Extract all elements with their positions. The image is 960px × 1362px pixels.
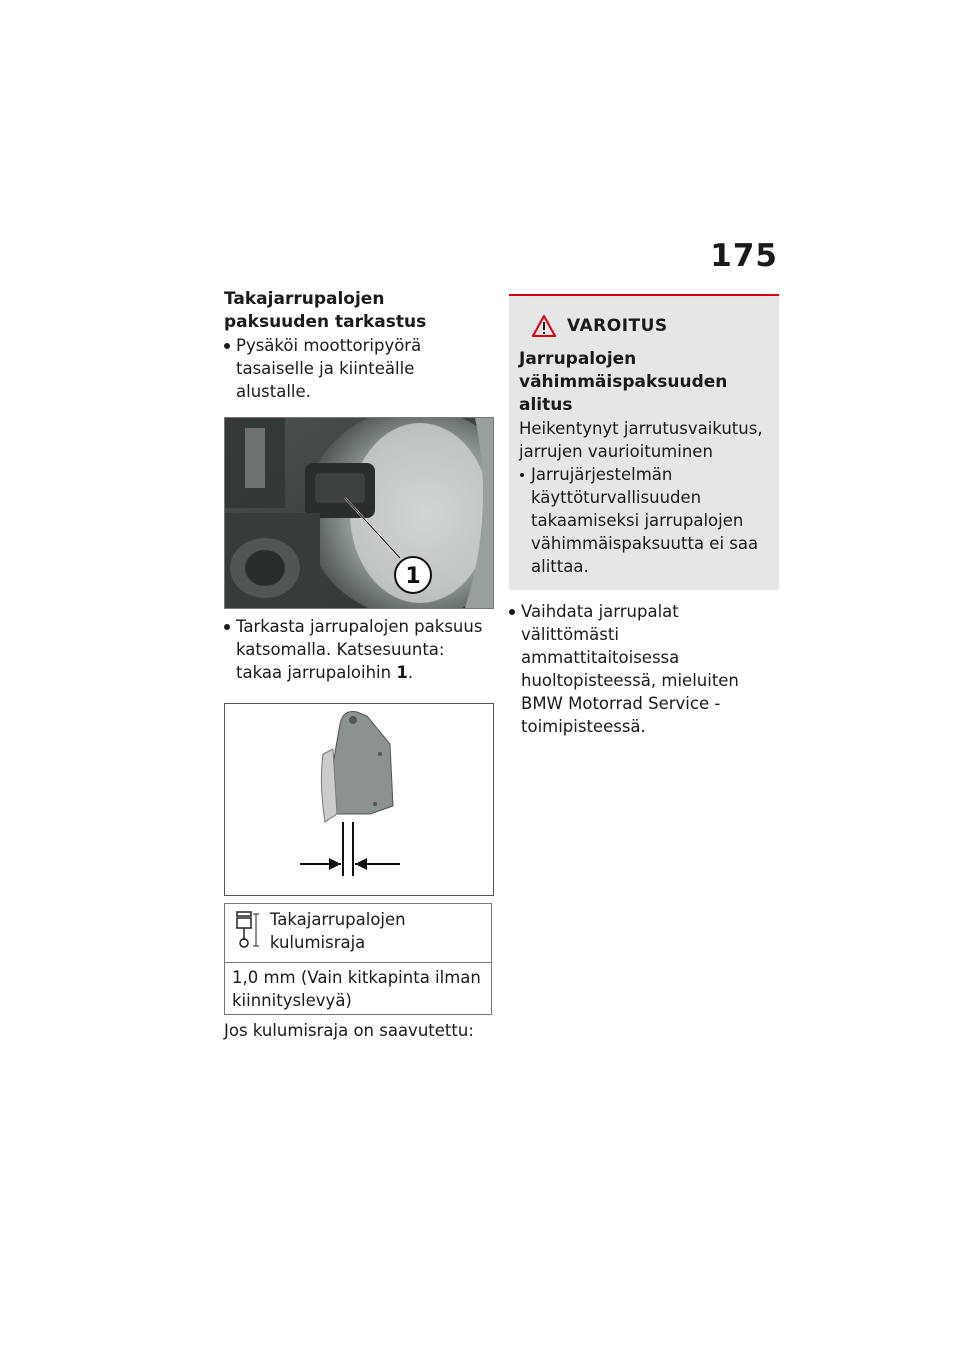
bullet-icon [224, 624, 230, 630]
bullet-icon [224, 343, 230, 349]
bullet-icon [520, 473, 524, 477]
step-replace: Vaihdata jarrupalat välittömästi ammattitaitoisessa huoltopisteessä, mieluiten BMW Motorrad Service -toimipisteessä. [509, 600, 779, 738]
if-limit-reached: Jos kulumisraja on saavutettu: [224, 1021, 474, 1040]
page-number: 175 [710, 238, 778, 274]
brake-caliper-photo [224, 417, 494, 609]
left-column [224, 288, 494, 1042]
wear-limit-header [225, 904, 491, 963]
warning-triangle-icon [531, 314, 557, 338]
section-heading: Takajarrupalojen paksuuden tarkastus [224, 289, 427, 332]
warning-consequence: Heikentynyt jarrutusvaikutus, jarrujen vaurioituminen [519, 419, 763, 461]
step-check: Tarkasta jarrupalojen paksuus katsomalla. Katsesuunta: takaa jarrupaloihin 1. [224, 615, 494, 684]
wear-limit-icon [225, 904, 270, 962]
step-park: Pysäköi moottoripyörä tasaiselle ja kiinteälle alustalle. [224, 334, 494, 403]
bullet-icon [509, 609, 515, 615]
photo-callout-number: 1 [405, 564, 421, 589]
right-column [509, 294, 779, 738]
warning-box [509, 294, 779, 590]
brake-pad-illustration [225, 704, 493, 895]
warning-title-row [519, 314, 769, 338]
wear-limit-title: Takajarrupalojen kulumisraja [269, 910, 406, 952]
caliper-photo-illustration [225, 418, 493, 608]
brake-pad-drawing [224, 703, 494, 896]
wear-limit-value: 1,0 mm (Vain kitkapinta ilman kiinnityslevyä) [232, 968, 481, 1010]
step-check-ref: 1 [396, 663, 408, 682]
warning-bullet: Jarrujärjestelmän käyttöturvallisuuden takaamiseksi jarrupalojen vähimmäispaksuutta ei saa alittaa. [519, 463, 769, 578]
wear-limit-table [224, 903, 492, 1015]
warning-heading: Jarrupalojen vähimmäispaksuuden alitus [519, 349, 728, 415]
warning-label: VAROITUS [567, 316, 668, 336]
